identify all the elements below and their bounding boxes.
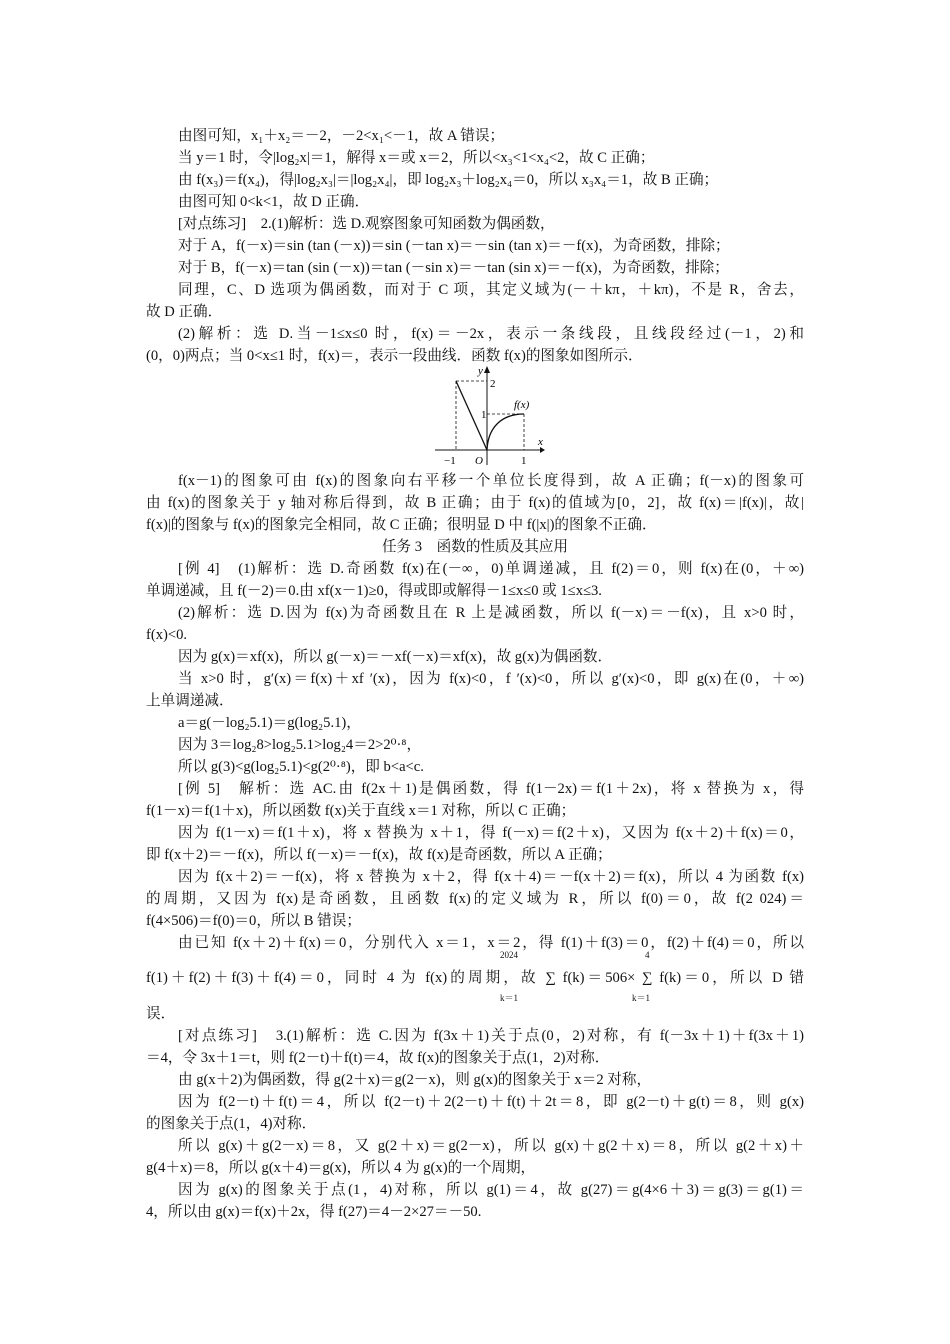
text-line: 当 y＝1 时，令|log₂x|＝1，解得 x＝或 x＝2，所以<x₃<1<x₄<2，故 C 正确； — [178, 150, 655, 166]
text-line: 由已知 f(x＋2)＋f(x)＝0，分别代入 x＝1，x＝2，得 f(1)＋f(3)＝0，f(2)＋f(4)＝0，所以 — [178, 935, 804, 951]
text-line: (2)解析：选 D.当－1≤x≤0 时，f(x)＝－2x，表示一条线段，且线段经过(－1，2)和 — [178, 326, 804, 342]
sum-lower-limit: k＝1 — [632, 993, 651, 1003]
text-line: [对点练习] 2.(1)解析：选 D.观察图象可知函数为偶函数， — [178, 216, 555, 232]
text-line: (2)解析：选 D.因为 f(x)为奇函数且在 R 上是减函数，所以 f(－x)＝－f(x)，且 x>0 时， — [178, 605, 804, 621]
text-line: 即 f(x＋2)＝－f(x)，所以 f(－x)＝－f(x)，故 f(x)是奇函数，所以 A 正确； — [146, 847, 612, 863]
text-line: f(x－1)的图象可由 f(x)的图象向右平移一个单位长度得到，故 A 正确；f(－x)的图象可 — [178, 473, 804, 489]
text-line: 的图象关于点(1，4)对称． — [146, 1116, 317, 1132]
text-line: 因为 g(x)的图象关于点(1，4)对称，所以 g(1)＝4，故 g(27)＝g(4×6＋3)＝g(3)＝g(1)＝ — [178, 1182, 804, 1198]
text-line: 同理，C、D 选项为偶函数，而对于 C 项，其定义域为(－＋kπ，＋kπ)，不是 R，舍去， — [178, 282, 804, 298]
tick-label-1: 1 — [481, 409, 487, 421]
text-line: 对于 B，f(－x)＝tan (sin (－x))＝tan (－sin x)＝－tan (sin x)＝－f(x)，为奇函数，排除； — [178, 260, 729, 276]
text-line: f(1)＋f(2)＋f(3)＋f(4)＝0，同时 4 为 f(x)的周期，故 ∑ f(k)＝506× ∑ f(k)＝0，所以 D 错 — [146, 970, 804, 986]
text-line: 由 f(x₃)＝f(x₄)，得|log₂x₃|＝|log₂x₄|，即 log₂x₃＋log₂x₄＝0，所以 x₃x₄＝1，故 B 正确； — [178, 172, 719, 188]
text-line: [对点练习] 3.(1)解析：选 C.因为 f(3x＋1)关于点(0，2)对称，有 f(－3x＋1)＋f(3x＋1) — [178, 1028, 804, 1044]
text-line: 因为 3＝log₂8>log₂5.1>log₂4＝2>2⁰·⁸， — [178, 737, 422, 753]
text-line: ＝4，令 3x＋1＝t，则 f(2－t)＋f(t)＝4，故 f(x)的图象关于点(1，2)对称． — [146, 1050, 610, 1066]
sum-upper-limit: 2024 — [500, 950, 518, 960]
text-line: 由图可知，x₁＋x₂＝－2，－2<x₁<－1，故 A 错误； — [178, 128, 505, 144]
text-line: 因为 g(x)＝xf(x)，所以 g(－x)＝－xf(－x)＝xf(x)，故 g(x)为偶函数． — [178, 649, 613, 665]
y-axis-label: y — [478, 365, 483, 377]
tick-label-neg1: −1 — [444, 455, 456, 467]
text-line: f(1－x)＝f(1＋x)，所以函数 f(x)关于直线 x＝1 对称，所以 C 正确； — [146, 803, 576, 819]
text-line: 因为 f(2－t)＋f(t)＝4，所以 f(2－t)＋2(2－t)＋f(t)＋2t＝8，即 g(2－t)＋g(t)＝8，则 g(x) — [178, 1094, 804, 1110]
text-line: 由 g(x＋2)为偶函数，得 g(2＋x)＝g(2－x)，则 g(x)的图象关于 x＝2 对称， — [178, 1072, 652, 1088]
curve-label: f(x) — [514, 399, 530, 411]
text-line: 所以 g(x)＋g(2－x)＝8，又 g(2＋x)＝g(2－x)，所以 g(x)＋g(2＋x)＝8，所以 g(2＋x)＋ — [178, 1138, 804, 1154]
text-line: 所以 g(3)<g(log₂5.1)<g(2⁰·⁸)，即 b<a<c. — [178, 759, 424, 775]
tick-label-x1: 1 — [521, 455, 527, 467]
text-line: [例 5] 解析：选 AC.由 f(2x＋1)是偶函数，得 f(1－2x)＝f(1＋2x)，将 x 替换为 x，得 — [178, 781, 804, 797]
text-line: 4，所以由 g(x)＝f(x)＋2x，得 f(27)＝4－2×27＝－50. — [146, 1204, 482, 1220]
x-axis-label: x — [538, 436, 543, 448]
text-line: 的周期，又因为 f(x)是奇函数，且函数 f(x)的定义域为 R，所以 f(0)＝0，故 f(2 024)＝ — [146, 891, 804, 907]
text-line: 故 D 正确． — [146, 304, 223, 320]
text-line: 因为 f(x＋2)＝－f(x)，将 x 替换为 x＋2，得 f(x＋4)＝－f(x＋2)＝f(x)，所以 4 为函数 f(x) — [178, 869, 804, 885]
text-line: 单调递减，且 f(－2)＝0.由 xf(x－1)≥0，得或即或解得－1≤x≤0 或 1≤x≤3. — [146, 583, 602, 599]
sum-lower-limit: k＝1 — [500, 993, 519, 1003]
text-line: [例 4] (1)解析：选 D.奇函数 f(x)在(－∞，0)单调递减，且 f(2)＝0，则 f(x)在(0，＋∞) — [178, 561, 804, 577]
text-line: 对于 A，f(－x)＝sin (tan (－x))＝sin (－tan x)＝－sin (tan x)＝－f(x)，为奇函数，排除； — [178, 238, 730, 254]
tick-label-2: 2 — [490, 378, 496, 390]
text-line: f(4×506)＝f(0)＝0，所以 B 错误； — [146, 913, 361, 929]
text-line: a＝g(－log₂5.1)＝g(log₂5.1)， — [178, 715, 361, 731]
sum-upper-limit: 4 — [645, 950, 650, 960]
text-line: 由图可知 0<k<1，故 D 正确． — [178, 194, 370, 210]
text-line: g(4＋x)＝8，所以 g(x＋4)＝g(x)，所以 4 为 g(x)的一个周期， — [146, 1160, 536, 1176]
text-line: 上单调递减． — [146, 693, 234, 709]
section-heading: 任务 3 函数的性质及其应用 — [381, 539, 569, 555]
text-line: 误． — [146, 1006, 176, 1022]
function-graph — [430, 365, 545, 470]
text-line: f(x)|的图象与 f(x)的图象完全相同，故 C 正确；很明显 D 中 f(|x|)的图象不正确． — [146, 517, 657, 533]
text-line: 由 f(x)的图象关于 y 轴对称后得到，故 B 正确；由于 f(x)的值域为[0，2]，故 f(x)＝|f(x)|，故| — [146, 495, 804, 511]
text-line: 当 x>0 时，g′(x)＝f(x)＋xf ′(x)，因为 f(x)<0，f ′(x)<0，所以 g′(x)<0，即 g(x)在(0，＋∞) — [178, 671, 804, 687]
text-line: 因为 f(1－x)＝f(1＋x)，将 x 替换为 x＋1，得 f(－x)＝f(2＋x)，又因为 f(x＋2)＋f(x)＝0， — [178, 825, 804, 841]
text-line: f(x)<0. — [146, 627, 188, 643]
origin-label: O — [475, 455, 483, 467]
text-line: (0，0)两点；当 0<x≤1 时，f(x)＝，表示一段曲线．函数 f(x)的图象如图所示． — [146, 348, 643, 364]
